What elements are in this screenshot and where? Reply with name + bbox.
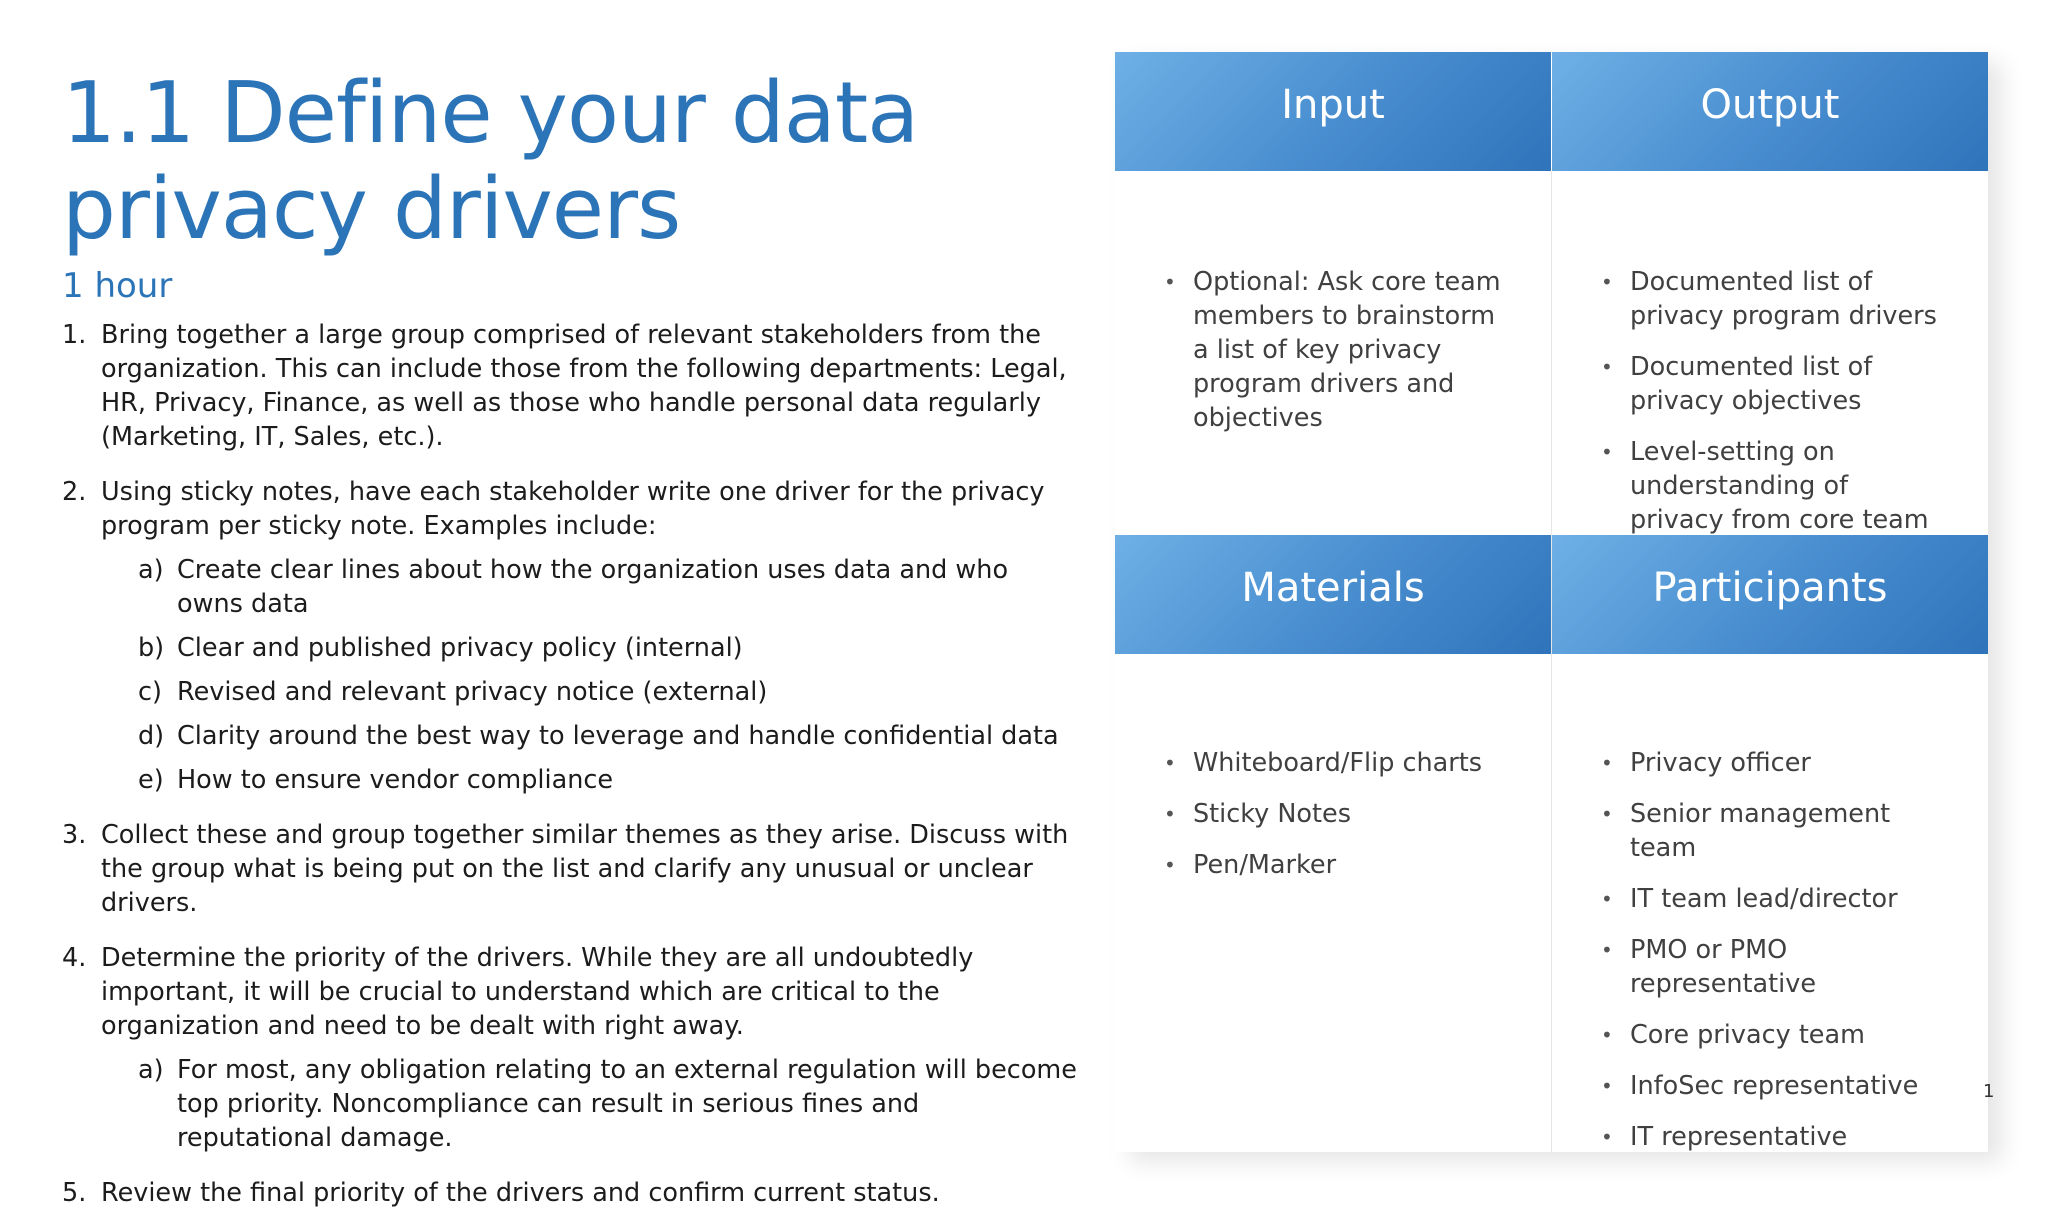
input-panel <box>1115 171 1551 535</box>
step-item <box>62 818 1080 920</box>
bullet-item <box>1552 1120 1940 1154</box>
bullet-text: Documented list of privacy objectives <box>1630 352 1873 416</box>
step-text: Bring together a large group comprised of relevant stakeholders from the organization. This can include those from the following departments: Legal, HR, Privacy, Finance, as well as those who handle personal data regularly (Marketing, IT, Sales, etc.). <box>101 320 1067 452</box>
bullet-icon: • <box>1601 1125 1613 1149</box>
output-header: Output <box>1552 52 1988 171</box>
bullet-item <box>1552 350 1940 418</box>
step-body <box>101 318 1080 454</box>
step-body <box>101 1176 1080 1210</box>
steps-list <box>62 318 1080 1208</box>
participants-header: Participants <box>1552 535 1988 654</box>
substep-letter: b) <box>138 633 165 663</box>
bullet-text: PMO or PMO representative <box>1630 935 1817 999</box>
bullet-icon: • <box>1164 270 1176 294</box>
bullet-item <box>1115 746 1503 780</box>
materials-header: Materials <box>1115 535 1551 654</box>
bullet-icon: • <box>1601 802 1613 826</box>
bullet-item <box>1115 848 1503 882</box>
bullet-text: Senior management team <box>1630 799 1891 863</box>
substep-item <box>138 1053 1080 1155</box>
bullet-item <box>1552 746 1940 780</box>
substep-item <box>138 719 1080 753</box>
bullet-item <box>1552 933 1940 1001</box>
bullet-text: Level-setting on understanding of privacy from core team <box>1630 437 1929 535</box>
bullet-text: Sticky Notes <box>1193 799 1351 829</box>
substep-item <box>138 553 1080 621</box>
substep-letter: a) <box>138 1055 164 1085</box>
step-number: 4. <box>62 943 87 973</box>
bullet-text: Whiteboard/Flip charts <box>1193 748 1483 778</box>
bullet-item <box>1552 265 1940 333</box>
activity-grid <box>1115 52 1988 1152</box>
substep-text: Revised and relevant privacy notice (external) <box>177 677 768 707</box>
output-panel <box>1552 171 1988 535</box>
substep-item <box>138 763 1080 797</box>
bullet-text: Documented list of privacy program drivers <box>1630 267 1937 331</box>
bullet-text: Core privacy team <box>1630 1020 1865 1050</box>
substep-text: Create clear lines about how the organization uses data and who owns data <box>177 555 1009 619</box>
bullet-icon: • <box>1164 751 1176 775</box>
step-number: 1. <box>62 320 87 350</box>
input-header: Input <box>1115 52 1551 171</box>
step-text: Using sticky notes, have each stakeholder write one driver for the privacy program per sticky note. Examples include: <box>101 477 1045 541</box>
bullet-icon: • <box>1601 751 1613 775</box>
bullet-icon: • <box>1601 270 1613 294</box>
bullet-icon: • <box>1601 1074 1613 1098</box>
bullet-icon: • <box>1601 887 1613 911</box>
panel-divider <box>1551 171 1552 1152</box>
bullet-icon: • <box>1601 938 1613 962</box>
step-body <box>101 818 1080 920</box>
step-item <box>62 475 1080 797</box>
bullet-text: IT team lead/director <box>1630 884 1898 914</box>
page-title: 1.1 Define your data privacy drivers <box>62 64 919 259</box>
substep-item <box>138 675 1080 709</box>
bullet-item <box>1552 1018 1940 1052</box>
step-body <box>101 941 1080 1155</box>
output-list <box>1552 265 1988 537</box>
step-item <box>62 941 1080 1155</box>
step-item <box>62 1176 1080 1210</box>
bullet-icon: • <box>1164 853 1176 877</box>
bullet-item <box>1552 882 1940 916</box>
substep-text: Clarity around the best way to leverage and handle confidential data <box>177 721 1059 751</box>
substep-letter: d) <box>138 721 165 751</box>
bullet-item <box>1552 797 1940 865</box>
step-number: 5. <box>62 1178 87 1208</box>
bullet-text: Privacy officer <box>1630 748 1811 778</box>
substep-text: For most, any obligation relating to an external regulation will become top priority. Noncompliance can result in serious fines and reputational damage. <box>177 1055 1077 1153</box>
bullet-item <box>1552 435 1940 537</box>
bullet-text: Optional: Ask core team members to brainstorm a list of key privacy program drivers and objectives <box>1193 267 1501 433</box>
page-number: 1 <box>1983 1081 1995 1102</box>
participants-panel <box>1552 654 1988 1152</box>
bullet-icon: • <box>1601 440 1613 464</box>
bullet-icon: • <box>1601 355 1613 379</box>
substep-letter: c) <box>138 677 162 707</box>
step-text: Determine the priority of the drivers. While they are all undoubtedly important, it will be crucial to understand which are critical to the organization and need to be dealt with right away. <box>101 943 974 1041</box>
substep-text: How to ensure vendor compliance <box>177 765 614 795</box>
substep-letter: a) <box>138 555 164 585</box>
substep-text: Clear and published privacy policy (internal) <box>177 633 743 663</box>
step-number: 3. <box>62 820 87 850</box>
bullet-item <box>1115 265 1503 435</box>
bullet-text: Pen/Marker <box>1193 850 1337 880</box>
participants-list <box>1552 746 1988 1154</box>
input-list <box>1115 265 1551 435</box>
substep-letter: e) <box>138 765 164 795</box>
bullet-item <box>1115 797 1503 831</box>
step-text: Review the final priority of the drivers and confirm current status. <box>101 1178 940 1208</box>
bullet-icon: • <box>1601 1023 1613 1047</box>
bullet-icon: • <box>1164 802 1176 826</box>
materials-panel <box>1115 654 1551 1152</box>
step-body <box>101 475 1080 797</box>
materials-list <box>1115 746 1551 882</box>
step-number: 2. <box>62 477 87 507</box>
step-item <box>62 318 1080 454</box>
step-text: Collect these and group together similar themes as they arise. Discuss with the group what is being put on the list and clarify any unusual or unclear drivers. <box>101 820 1069 918</box>
bullet-text: InfoSec representative <box>1630 1071 1919 1101</box>
bullet-item <box>1552 1069 1940 1103</box>
bullet-text: IT representative <box>1630 1122 1848 1152</box>
substep-item <box>138 631 1080 665</box>
duration-label: 1 hour <box>62 266 173 306</box>
